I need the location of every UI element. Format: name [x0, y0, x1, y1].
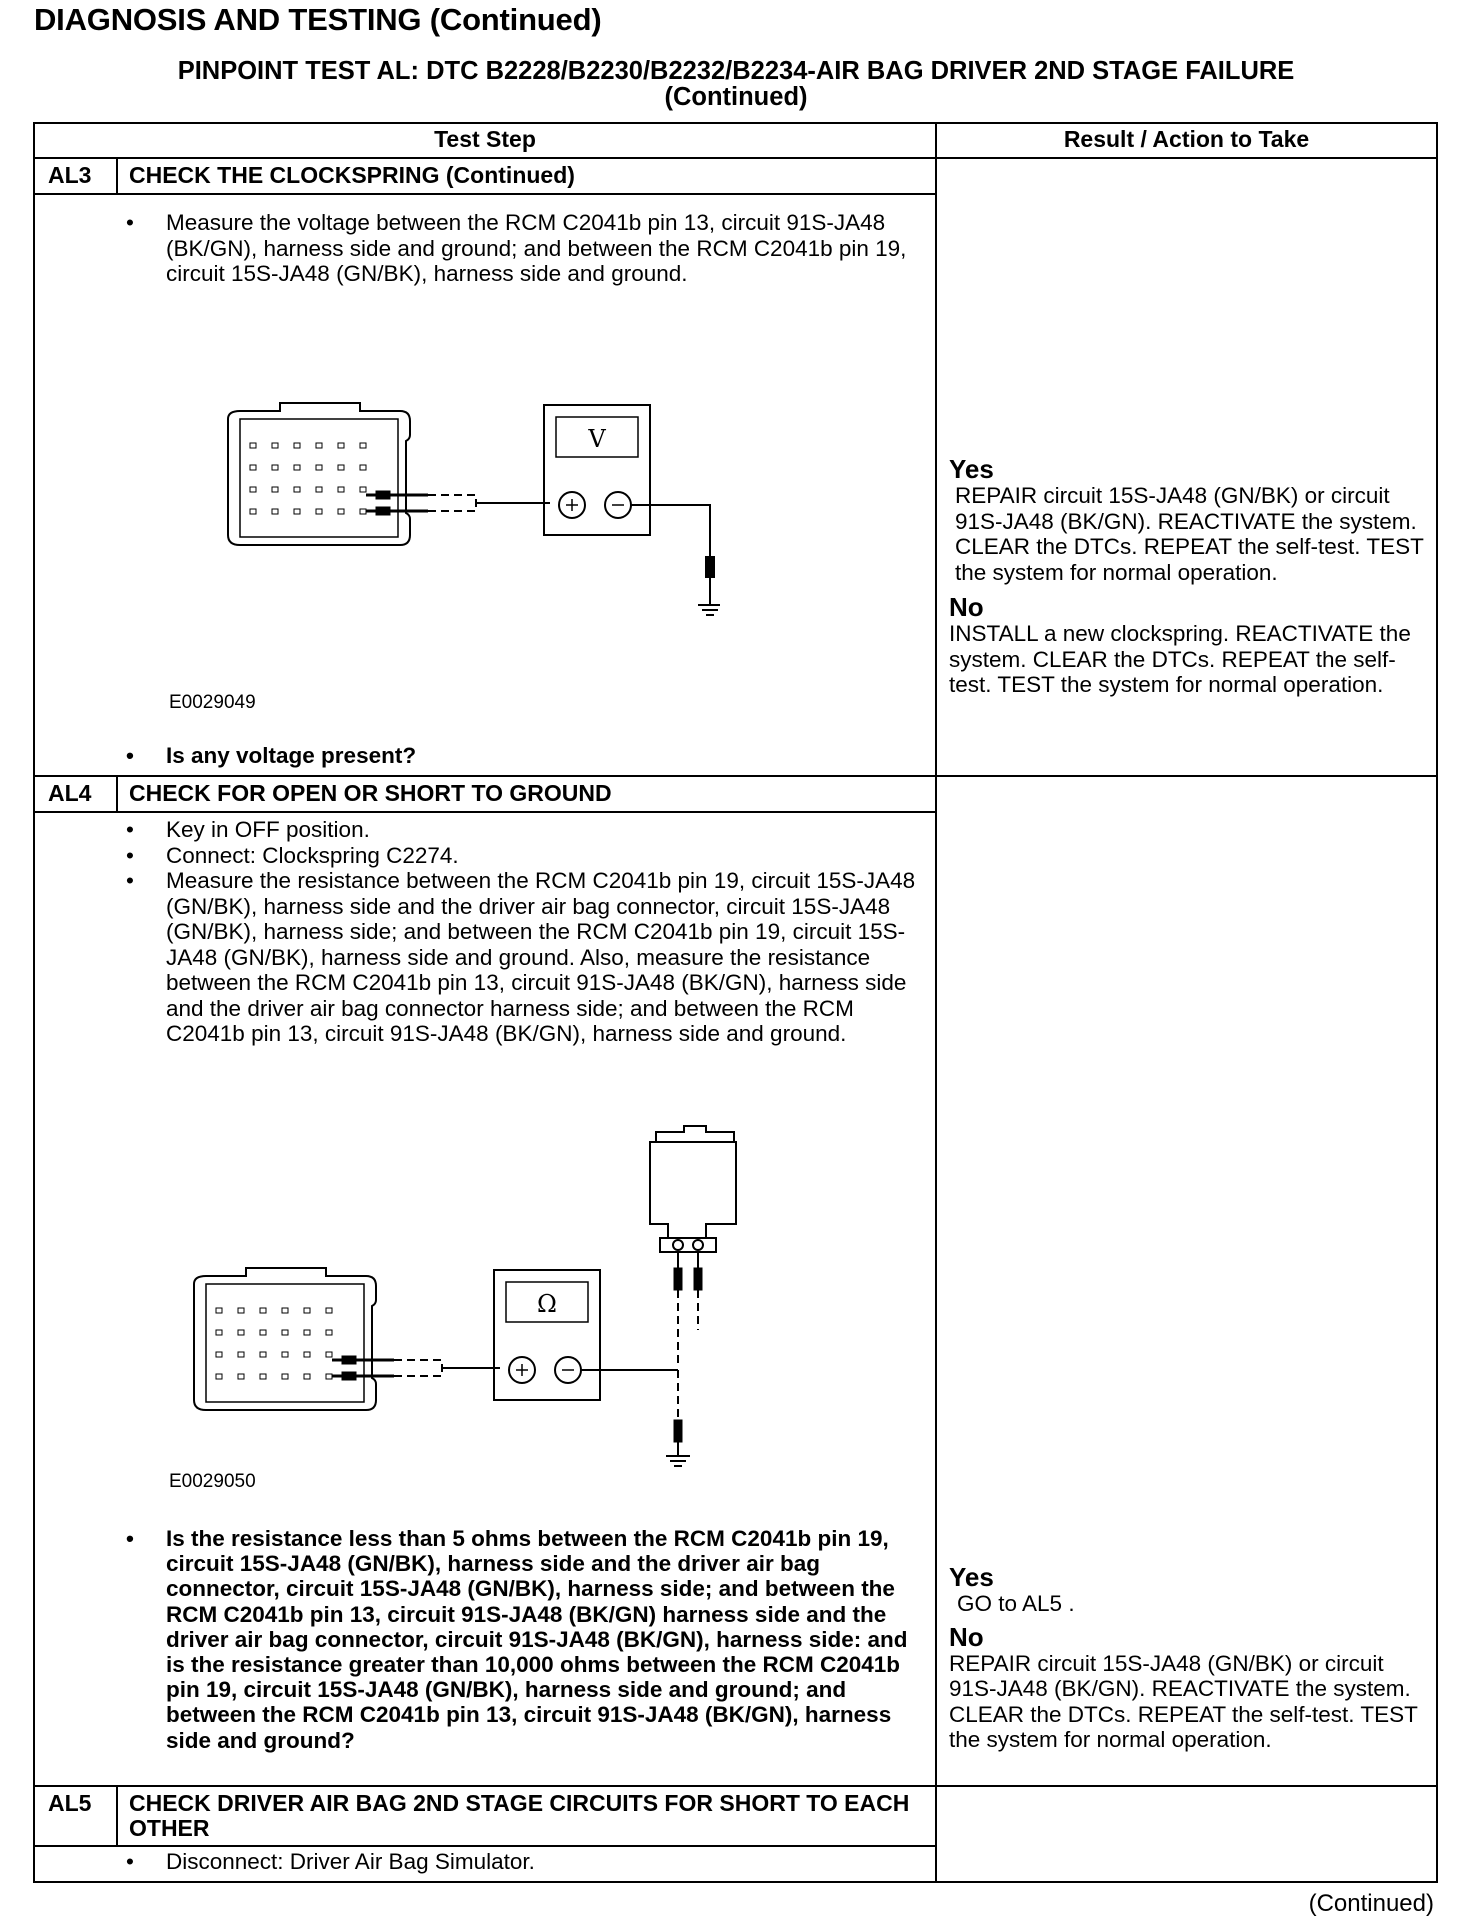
- connector-pins: [216, 1308, 332, 1379]
- list-item: • Measure the resistance between the RCM C2041b pin 19, circuit 15S-JA48 (GN/BK), harness side and the driver air bag connector, circuit 15S-JA48 (GN/BK), harness side; and between the RCM C2041b pin 19, circuit 15S-JA48 (GN/BK), harness side and ground. Also, measure the resistance between the RCM C2041b pin 13, circuit 91S-JA48 (BK/GN), harness side and the driver air bag connector harness side; and between the RCM C2041b pin 13, circuit 91S-JA48 (BK/GN), harness side and ground.: [126, 868, 916, 1047]
- al4-question: [126, 1526, 916, 1753]
- list-item: • Is any voltage present?: [126, 743, 916, 768]
- figure-id-al3: E0029049: [169, 692, 256, 713]
- result-no-label: No: [949, 592, 984, 622]
- continued-footer: (Continued): [1308, 1890, 1434, 1917]
- list-item: • Is the resistance less than 5 ohms between the RCM C2041b pin 19, circuit 15S-JA48 (GN/BK), harness side and the driver air bag connector, circuit 15S-JA48 (GN/BK), harness side; and between the RCM C2041b pin 13, circuit 91S-JA48 (BK/GN) harness side and the driver air bag connector, circuit 91S-JA48 (BK/GN), harness side: and is the resistance greater than 10,000 ohms between the RCM C2041b pin 19, circuit 15S-JA48 (GN/BK), harness side and ground; and between the RCM C2041b pin 13, circuit 91S-JA48 (BK/GN), harness side and ground?: [126, 1526, 916, 1753]
- step-title-al4: CHECK FOR OPEN OR SHORT TO GROUND: [129, 780, 612, 806]
- ground-icon: [698, 605, 720, 615]
- meter-symbol: Ω: [537, 1290, 557, 1318]
- result-yes-label: Yes: [949, 1562, 994, 1592]
- result-no-action: INSTALL a new clockspring. REACTIVATE the system. CLEAR the DTCs. REPEAT the self-test. TEST the system for normal operation.: [949, 621, 1411, 697]
- list-item: • Key in OFF position.: [126, 817, 916, 843]
- al5-instructions: [126, 1849, 916, 1875]
- al3-instructions: [126, 210, 916, 287]
- rcm-connector-icon: [194, 1268, 376, 1410]
- list-item: • Disconnect: Driver Air Bag Simulator.: [126, 1849, 916, 1875]
- meter-symbol: V: [588, 425, 606, 453]
- column-header-result: Result / Action to Take: [1063, 126, 1310, 152]
- step-title-al5: CHECK DRIVER AIR BAG 2ND STAGE CIRCUITS FOR SHORT TO EACH OTHER: [129, 1790, 910, 1841]
- result-yes-label: Yes: [949, 454, 994, 484]
- pinpoint-test-title: PINPOINT TEST AL: DTC B2228/B2230/B2232/B2234-AIR BAG DRIVER 2ND STAGE FAILURE: [177, 57, 1295, 85]
- page-title: DIAGNOSIS AND TESTING (Continued): [34, 2, 602, 37]
- voltage-test-diagram: [220, 395, 720, 630]
- step-id-al3: AL3: [48, 162, 92, 188]
- step-id-al5: AL5: [48, 1790, 92, 1816]
- list-item: • Measure the voltage between the RCM C2041b pin 13, circuit 91S-JA48 (BK/GN), harness side and ground; and between the RCM C2041b pin 19, circuit 15S-JA48 (GN/BK), harness side and ground.: [126, 210, 916, 287]
- ground-icon: [666, 1442, 690, 1466]
- column-header-test-step: Test Step: [434, 126, 536, 152]
- step-id-al4: AL4: [48, 780, 92, 806]
- al4-results: [949, 1563, 1429, 1753]
- step-title-al3: CHECK THE CLOCKSPRING (Continued): [129, 162, 575, 188]
- connector-pins: [250, 443, 366, 514]
- pinpoint-test-continued: (Continued): [664, 83, 808, 111]
- al4-instructions: [126, 817, 916, 1047]
- result-yes-action: REPAIR circuit 15S-JA48 (GN/BK) or circuit 91S-JA48 (BK/GN). REACTIVATE the system. CLEAR the DTCs. REPEAT the self-test. TEST the system for normal operation.: [955, 483, 1424, 585]
- test-probes: [332, 1356, 500, 1380]
- rcm-connector-icon: [228, 403, 410, 545]
- ground-lead: [631, 505, 714, 605]
- resistance-test-diagram: [180, 1120, 740, 1480]
- al3-question: [126, 743, 916, 768]
- test-probes: [366, 491, 550, 515]
- result-no-label: No: [949, 1621, 984, 1652]
- air-bag-connector-icon: [650, 1126, 736, 1252]
- result-yes-action: GO to AL5 .: [957, 1591, 1075, 1616]
- list-item: • Connect: Clockspring C2274.: [126, 843, 916, 869]
- figure-id-al4: E0029050: [169, 1471, 256, 1492]
- al3-results: [949, 455, 1429, 698]
- result-no-action: REPAIR circuit 15S-JA48 (GN/BK) or circuit 91S-JA48 (BK/GN). REACTIVATE the system. CLEAR the DTCs. REPEAT the self-test. TEST the system for normal operation.: [949, 1650, 1418, 1752]
